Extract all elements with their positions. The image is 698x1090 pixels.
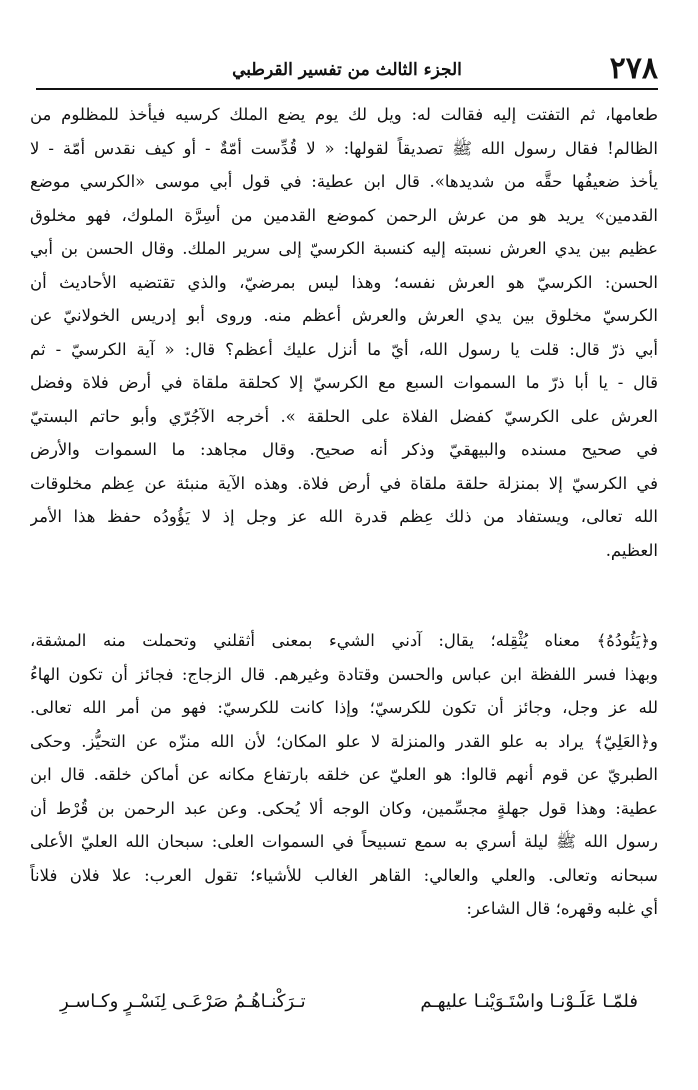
poem-verse [60,982,638,1022]
text-line: و﴿العَلِيّ﴾ يراد به علو القدر والمنزلة لا علو المكان؛ لأن الله منزّه عن التحيُّز. وحكى [30,731,658,751]
text-line: أي غلبه وقهره؛ قال الشاعر: [466,899,658,918]
text-line: لله عز وجل، وجائز أن تكون للكرسيّ؛ وإذا كانت للكرسيّ: فهو من أمر الله تعالى. [30,698,658,717]
text-line: العرش على الكرسيّ كفضل الفلاة على الحلقة ». أخرجه الآجُرّي وأبو حاتم البستيّ [30,406,658,426]
paragraph-2 [30,624,658,926]
text-line: أبي ذرّ قال: قلت يا رسول الله، أيّ ما أنزل عليك أعظم؟ قال: « آية الكرسيّ - ثم [30,339,658,359]
text-line: الله تعالى، ويستفاد من ذلك عِظم قدرة الله عز وجل إذ لا يَؤُودُه حفظ هذا الأمر [30,507,658,526]
text-line: رسول الله ﷺ ليلة أسري به سمع تسبيحاً في السموات العلى: سبحان الله العليّ الأعلى [30,832,658,851]
text-line: في صحيح مسنده والبيهقيّ وذكر أنه صحيح. وقال مجاهد: ما السموات والأرض [30,440,658,459]
text-line: عطية: وهذا قول جهلةٍ مجسِّمين، وكان الوجه ألا يُحكى. وعن عبد الرحمن بن قُرْط أن [30,798,658,818]
text-line: الحسن: الكرسيّ هو العرش نفسه؛ وهذا ليس بمرضيّ، والذي تقتضيه الأحاديث أن [30,272,658,292]
text-line: و﴿يَئُودُهُ﴾ معناه يُثْقِله؛ يقال: آدني الشيء بمعنى أثقلني وتحملت منه المشقة، [30,631,658,650]
first-hemistich: فلمّـا عَلَـوْنـا واسْتَـوَيْنـا عليهـم [420,991,638,1012]
text-line: الظالم! فقال رسول الله ﷺ تصديقاً لقولها: « لا قُدِّست أمّةٌ - أو كيف نقدس أمّة - لا [30,138,658,158]
text-line: القدمين» يريد هو من عرش الرحمن كموضع القدمين من أسِرَّة الملوك، فهو مخلوق [30,205,658,225]
text-line: سبحانه وتعالى. والعلي والعالي: القاهر الغالب للأشياء؛ تقول العرب: علا فلان فلاناً [30,865,658,885]
text-line: عظيم بين يدي العرش نسبته إليه كنسبة الكرسيّ إلى سرير الملك. وقال الحسن بن أبي [30,239,658,258]
text-line: يأخذ ضعيفُها حقَّه من شديدها». قال ابن عطية: في قول أبي موسى «الكرسي موضع [30,172,658,191]
text-line: وبهذا فسر اللفظة ابن عباس والحسن وقتادة وغيرهم. قال الزجاج: فجائز أن تكون الهاءُ [30,664,658,684]
text-line: الكرسيّ مخلوق بين يدي العرش والعرش أعظم منه. وروى أبو إدريس الخولانيّ عن [30,306,658,325]
page-header [36,52,658,90]
paragraph-1 [30,98,658,567]
second-hemistich: تـرَكْنـاهُـمُ صَرْعَـى لِنَسْـرٍ وكـاسـرِ [60,991,306,1012]
text-line: في الكرسيّ إلا بمنزلة حلقة ملقاة في أرض فلاة. وهذه الآية منبئة عن عِظم مخلوقات [30,473,658,493]
text-line: قال - يا أبا ذرّ ما السموات السبع مع الكرسيّ إلا كحلقة ملقاة في أرض فلاة وفضل [30,373,658,392]
text-line: الطبريّ عن قوم أنهم قالوا: هو العليّ عن خلقه بارتفاع مكانه عن أماكن خلقه. قال ابن [30,765,658,784]
text-line: طعامها، ثم التفتت إليه فقالت له: ويل لك يوم يضع الملك كرسيه فيأخذ للمظلوم من [30,105,658,124]
text-line: العظيم. [605,540,658,560]
page-number: ٢٧٨ [609,51,658,86]
running-title: الجزء الثالث من تفسير القرطبي [232,60,462,80]
